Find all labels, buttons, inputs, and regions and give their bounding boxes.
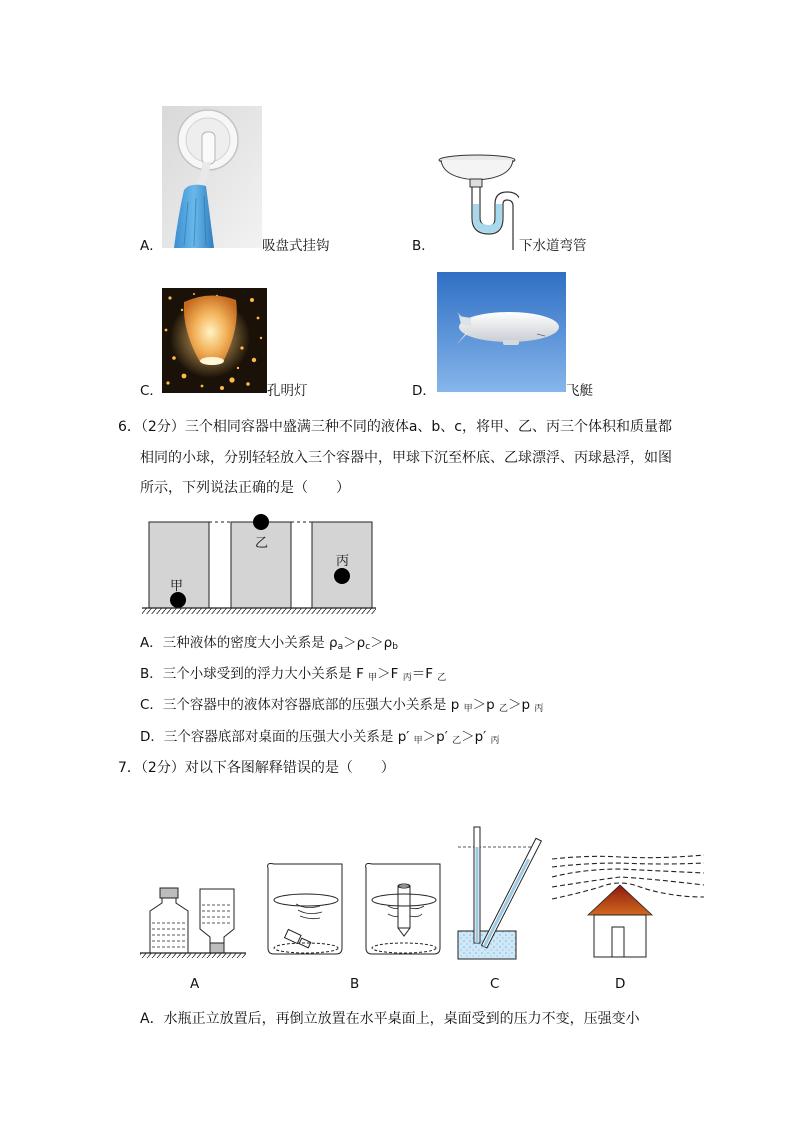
q5-option-c-caption: 孔明灯 [267, 383, 308, 399]
q7-stem: 7．（2分）对以下各图解释错误的是（ ） [118, 760, 395, 776]
ball-label-yi: 乙 [255, 536, 269, 551]
drain-trap-drawing [437, 154, 519, 250]
q7-figure-d-house [550, 853, 706, 961]
q7-figure-label-c: C [490, 976, 500, 992]
q7-figure-label-d: D [615, 976, 626, 992]
q6-stem-line-3: 所示，下列说法正确的是（ ） [140, 480, 350, 496]
q7-figure-b-beakers [262, 860, 442, 958]
q6-option-a: A．三种液体的密度大小关系是 $\rho_a>\rho_c>\rho_b$ [140, 635, 398, 652]
q5-option-d-letter: D． [412, 383, 436, 399]
q6-stem-line-2: 相同的小球，分别轻轻放入三个容器中，甲球下沉至杯底、乙球漂浮、丙球悬浮，如图 [140, 450, 672, 466]
ball-yi [253, 514, 269, 530]
q5-option-d-caption: 飞艇 [566, 383, 593, 399]
ball-bing [334, 568, 350, 584]
q7-figure-label-b: B [350, 976, 360, 992]
airship-photo [437, 272, 566, 392]
q6-option-c: C．三个容器中的液体对容器底部的压强大小关系是 p $_甲$＞p $_乙$＞p $_丙$ [140, 697, 544, 714]
suction-hook-photo [162, 106, 262, 248]
q6-option-b: B．三个小球受到的浮力大小关系是 F $_甲$＞F $_丙$＝F $_乙$ [140, 666, 447, 683]
q5-option-a-letter: A． [140, 238, 163, 254]
ball-label-bing: 丙 [336, 554, 350, 569]
ball-jia [170, 592, 186, 608]
q7-option-a: A．水瓶正立放置后，再倒立放置在水平桌面上，桌面受到的压力不变，压强变小 [140, 1011, 640, 1027]
q5-option-c-letter: C． [140, 383, 163, 399]
q6-option-d: D．三个容器底部对桌面的压强大小关系是 p′ $_甲$＞p′ $_乙$＞p′ $_丙$ [140, 729, 500, 746]
q7-figure-label-a: A [190, 976, 200, 992]
q5-option-b-caption: 下水道弯管 [519, 238, 587, 254]
ball-label-jia: 甲 [170, 579, 184, 594]
q5-option-b-letter: B． [412, 238, 435, 254]
q6-stem-line-1: 6．（2分）三个相同容器中盛满三种不同的液体a、b、c，将甲、乙、丙三个体积和质量都 [118, 419, 672, 435]
q5-option-a-caption: 吸盘式挂钩 [262, 238, 330, 254]
q7-figure-a-bottles [138, 885, 248, 959]
sky-lantern-photo [162, 288, 267, 393]
q7-figure-c-tubes [456, 825, 544, 961]
